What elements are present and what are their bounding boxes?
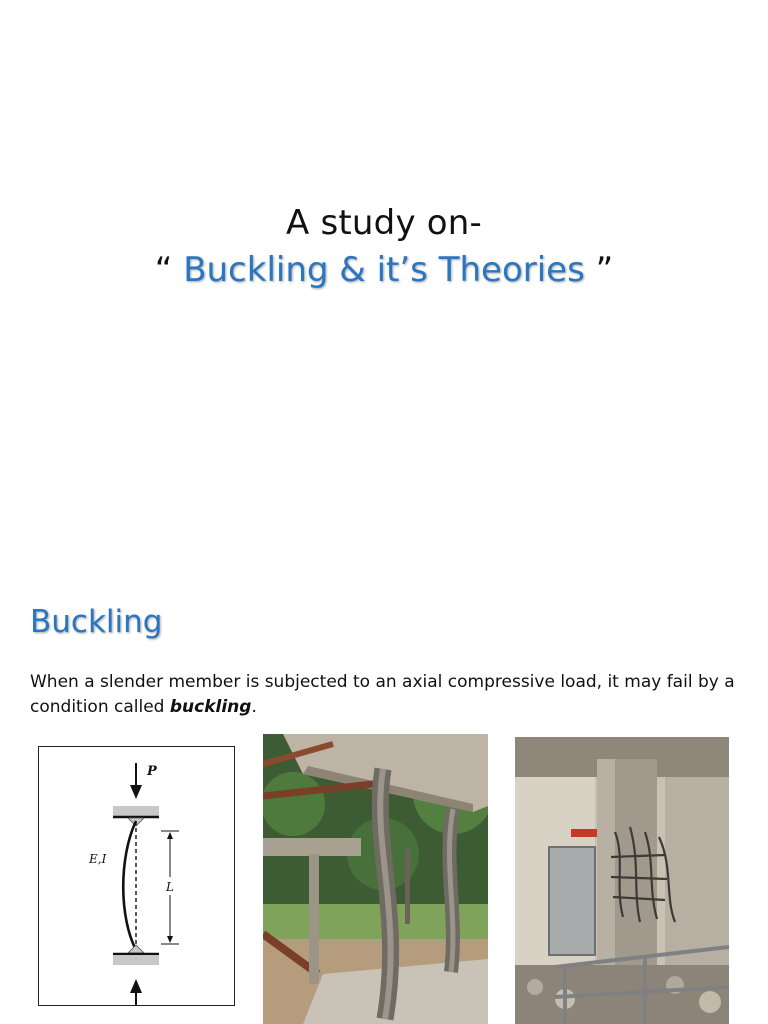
body-paragraph: [30, 670, 742, 720]
body-text-end: .: [251, 697, 257, 717]
stiffness-label: E,I: [89, 852, 107, 866]
buckled-column: [123, 821, 136, 950]
close-quote: ”: [595, 250, 614, 290]
buckling-slide: [0, 576, 768, 1024]
buckled-steel-columns-photo: [263, 734, 488, 1024]
body-text-start: When a slender member is subjected to an axial compressive load, it may fail by a condition called: [30, 672, 735, 717]
title-line-1: A study on-: [286, 203, 482, 243]
title-accent: Buckling & it’s Theories: [183, 250, 585, 290]
body-emphasis: buckling: [169, 697, 252, 717]
damaged-concrete-column-photo: [515, 737, 729, 1024]
open-quote: “: [154, 250, 173, 290]
load-label: P: [147, 764, 157, 779]
buckling-column-diagram: [38, 746, 235, 1006]
top-arrow-icon: [130, 785, 142, 799]
length-label: L: [166, 880, 174, 894]
title-line-2: [0, 250, 768, 290]
slide-heading: Buckling: [30, 604, 163, 640]
